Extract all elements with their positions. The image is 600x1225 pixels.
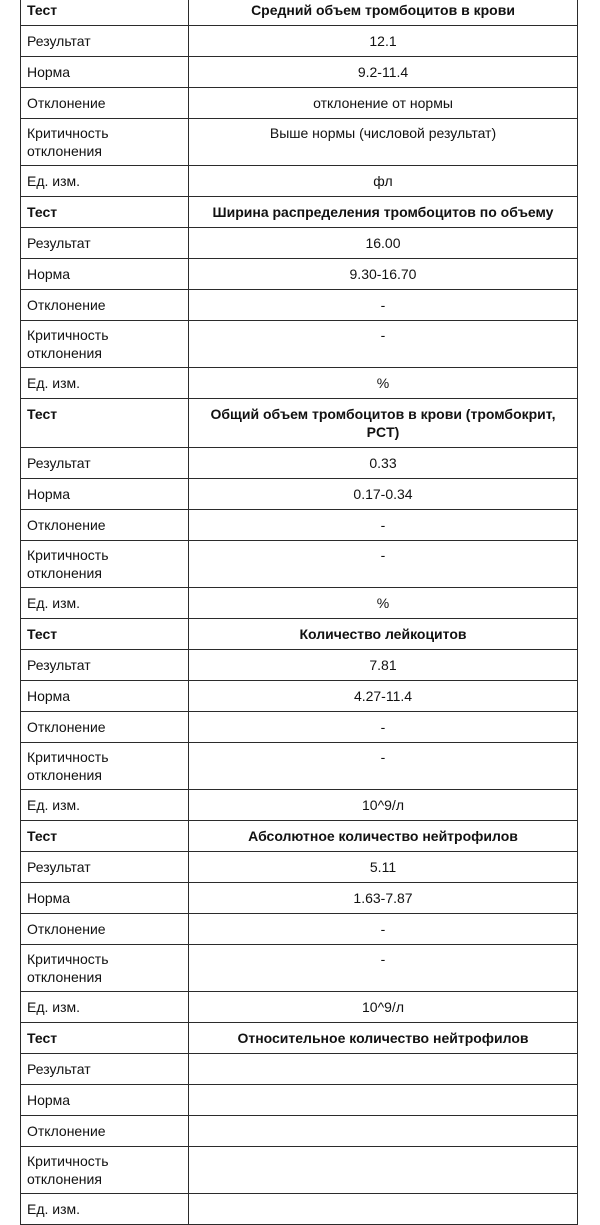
test-label: Тест (21, 399, 189, 448)
test-value: Общий объем тромбоцитов в крови (тромбокрит, PCT) (189, 399, 578, 448)
unit-value (189, 1194, 578, 1225)
test-row (21, 0, 578, 26)
result-label: Результат (21, 852, 189, 883)
norm-label: Норма (21, 1085, 189, 1116)
test-row (21, 197, 578, 228)
unit-value: % (189, 368, 578, 399)
criticality-row (21, 1147, 578, 1194)
norm-row (21, 479, 578, 510)
deviation-label: Отклонение (21, 1116, 189, 1147)
criticality-label: Критичность отклонения (21, 321, 189, 368)
norm-row (21, 259, 578, 290)
norm-row (21, 883, 578, 914)
criticality-row (21, 119, 578, 166)
lab-results-table (20, 0, 578, 1225)
criticality-value (189, 1147, 578, 1194)
norm-label: Норма (21, 681, 189, 712)
result-value: 5.11 (189, 852, 578, 883)
unit-label: Ед. изм. (21, 992, 189, 1023)
result-value: 16.00 (189, 228, 578, 259)
result-label: Результат (21, 26, 189, 57)
result-label: Результат (21, 650, 189, 681)
result-label: Результат (21, 448, 189, 479)
test-label: Тест (21, 619, 189, 650)
test-row (21, 821, 578, 852)
unit-row (21, 368, 578, 399)
deviation-row (21, 914, 578, 945)
unit-value: фл (189, 166, 578, 197)
test-value: Ширина распределения тромбоцитов по объему (189, 197, 578, 228)
norm-row (21, 681, 578, 712)
unit-row (21, 790, 578, 821)
criticality-label: Критичность отклонения (21, 1147, 189, 1194)
deviation-row (21, 88, 578, 119)
criticality-row (21, 321, 578, 368)
test-label: Тест (21, 1023, 189, 1054)
criticality-value: - (189, 541, 578, 588)
norm-row (21, 1085, 578, 1116)
criticality-label: Критичность отклонения (21, 945, 189, 992)
unit-value: % (189, 588, 578, 619)
norm-label: Норма (21, 479, 189, 510)
deviation-label: Отклонение (21, 712, 189, 743)
result-label: Результат (21, 1054, 189, 1085)
result-row (21, 228, 578, 259)
result-row (21, 852, 578, 883)
criticality-label: Критичность отклонения (21, 743, 189, 790)
norm-value: 9.2-11.4 (189, 57, 578, 88)
norm-value (189, 1085, 578, 1116)
deviation-row (21, 290, 578, 321)
criticality-row (21, 743, 578, 790)
test-value: Количество лейкоцитов (189, 619, 578, 650)
lab-results-body (21, 0, 578, 1225)
deviation-row (21, 510, 578, 541)
deviation-row (21, 1116, 578, 1147)
deviation-label: Отклонение (21, 914, 189, 945)
deviation-value: - (189, 290, 578, 321)
criticality-label: Критичность отклонения (21, 119, 189, 166)
criticality-label: Критичность отклонения (21, 541, 189, 588)
criticality-row (21, 945, 578, 992)
test-value: Относительное количество нейтрофилов (189, 1023, 578, 1054)
norm-value: 0.17-0.34 (189, 479, 578, 510)
criticality-value: - (189, 945, 578, 992)
deviation-value: отклонение от нормы (189, 88, 578, 119)
unit-row (21, 992, 578, 1023)
deviation-label: Отклонение (21, 290, 189, 321)
norm-label: Норма (21, 883, 189, 914)
unit-value: 10^9/л (189, 992, 578, 1023)
test-value: Средний объем тромбоцитов в крови (189, 0, 578, 26)
unit-label: Ед. изм. (21, 1194, 189, 1225)
unit-row (21, 166, 578, 197)
unit-row (21, 1194, 578, 1225)
criticality-value: - (189, 321, 578, 368)
result-value (189, 1054, 578, 1085)
deviation-label: Отклонение (21, 88, 189, 119)
result-row (21, 650, 578, 681)
norm-row (21, 57, 578, 88)
test-row (21, 1023, 578, 1054)
result-row (21, 1054, 578, 1085)
result-row (21, 448, 578, 479)
unit-label: Ед. изм. (21, 790, 189, 821)
test-label: Тест (21, 0, 189, 26)
criticality-row (21, 541, 578, 588)
deviation-row (21, 712, 578, 743)
deviation-value: - (189, 510, 578, 541)
result-row (21, 26, 578, 57)
test-label: Тест (21, 197, 189, 228)
test-value: Абсолютное количество нейтрофилов (189, 821, 578, 852)
criticality-value: Выше нормы (числовой результат) (189, 119, 578, 166)
unit-label: Ед. изм. (21, 166, 189, 197)
result-value: 7.81 (189, 650, 578, 681)
unit-label: Ед. изм. (21, 588, 189, 619)
result-label: Результат (21, 228, 189, 259)
deviation-value (189, 1116, 578, 1147)
result-value: 0.33 (189, 448, 578, 479)
norm-value: 9.30-16.70 (189, 259, 578, 290)
norm-value: 1.63-7.87 (189, 883, 578, 914)
norm-value: 4.27-11.4 (189, 681, 578, 712)
result-value: 12.1 (189, 26, 578, 57)
test-row (21, 619, 578, 650)
deviation-label: Отклонение (21, 510, 189, 541)
norm-label: Норма (21, 57, 189, 88)
deviation-value: - (189, 914, 578, 945)
norm-label: Норма (21, 259, 189, 290)
unit-label: Ед. изм. (21, 368, 189, 399)
test-label: Тест (21, 821, 189, 852)
unit-row (21, 588, 578, 619)
deviation-value: - (189, 712, 578, 743)
criticality-value: - (189, 743, 578, 790)
test-row (21, 399, 578, 448)
unit-value: 10^9/л (189, 790, 578, 821)
